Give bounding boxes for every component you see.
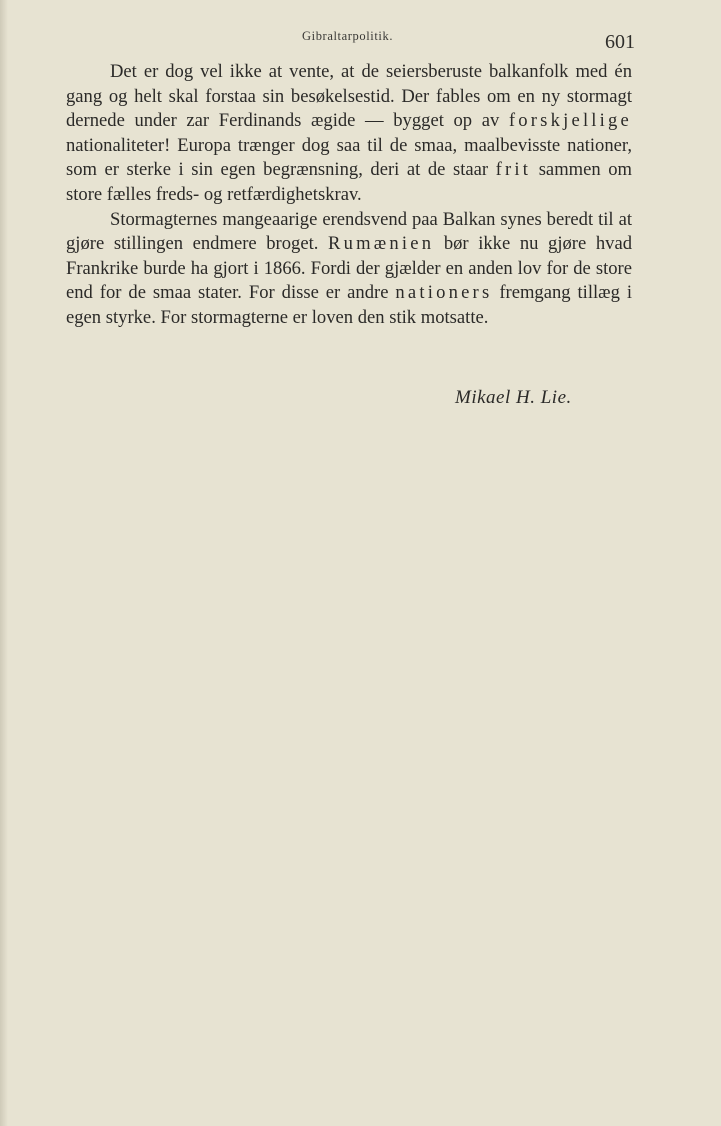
- page-number: 601: [605, 31, 635, 53]
- paragraph-2-emphasis-1: Rumænien: [328, 233, 435, 255]
- paragraph-2-text-3: fremgang tillæg i egen styrke. For stormagterne er loven den stik motsatte.: [66, 282, 632, 328]
- paragraph-1-emphasis-2: frit: [495, 159, 532, 181]
- paragraph-2-text-1: Stormagternes mangeaarige erendsvend paa Balkan synes beredt til at gjøre stillingen endmere broget.: [66, 208, 632, 255]
- running-head-title: Gibraltarpolitik.: [302, 29, 394, 43]
- running-head: [0, 26, 721, 56]
- paragraph-1: [66, 60, 632, 208]
- body-text: [66, 60, 632, 331]
- signature: Mikael H. Lie.: [455, 387, 572, 408]
- paragraph-1-text-1: Det er dog vel ikke at vente, at de seiersberuste balkanfolk med én gang og helt skal forstaa sin besøkelsestid. Der fables om en ny stormagt dernede under zar Ferdinands ægide — bygget op av: [66, 61, 632, 132]
- paragraph-2-text-2: bør ikke nu gjøre hvad Frankrike burde ha gjort i 1866. Fordi der gjælder en anden lov for de store end for de smaa stater. For disse er andre: [66, 233, 632, 304]
- paragraph-1-text-2: nationaliteter! Europa trænger dog saa til de smaa, maalbevisste nationer, som er sterke i sin egen begrænsning, deri at de staar: [66, 134, 632, 181]
- paragraph-1-emphasis-1: forskjellige: [508, 110, 632, 132]
- page-edge: [0, 0, 8, 1126]
- paragraph-2-emphasis-2: nationers: [395, 282, 493, 304]
- paragraph-1-text-3: sammen om store fælles freds- og retfærdighetskrav.: [66, 159, 632, 205]
- paragraph-2: [66, 208, 632, 331]
